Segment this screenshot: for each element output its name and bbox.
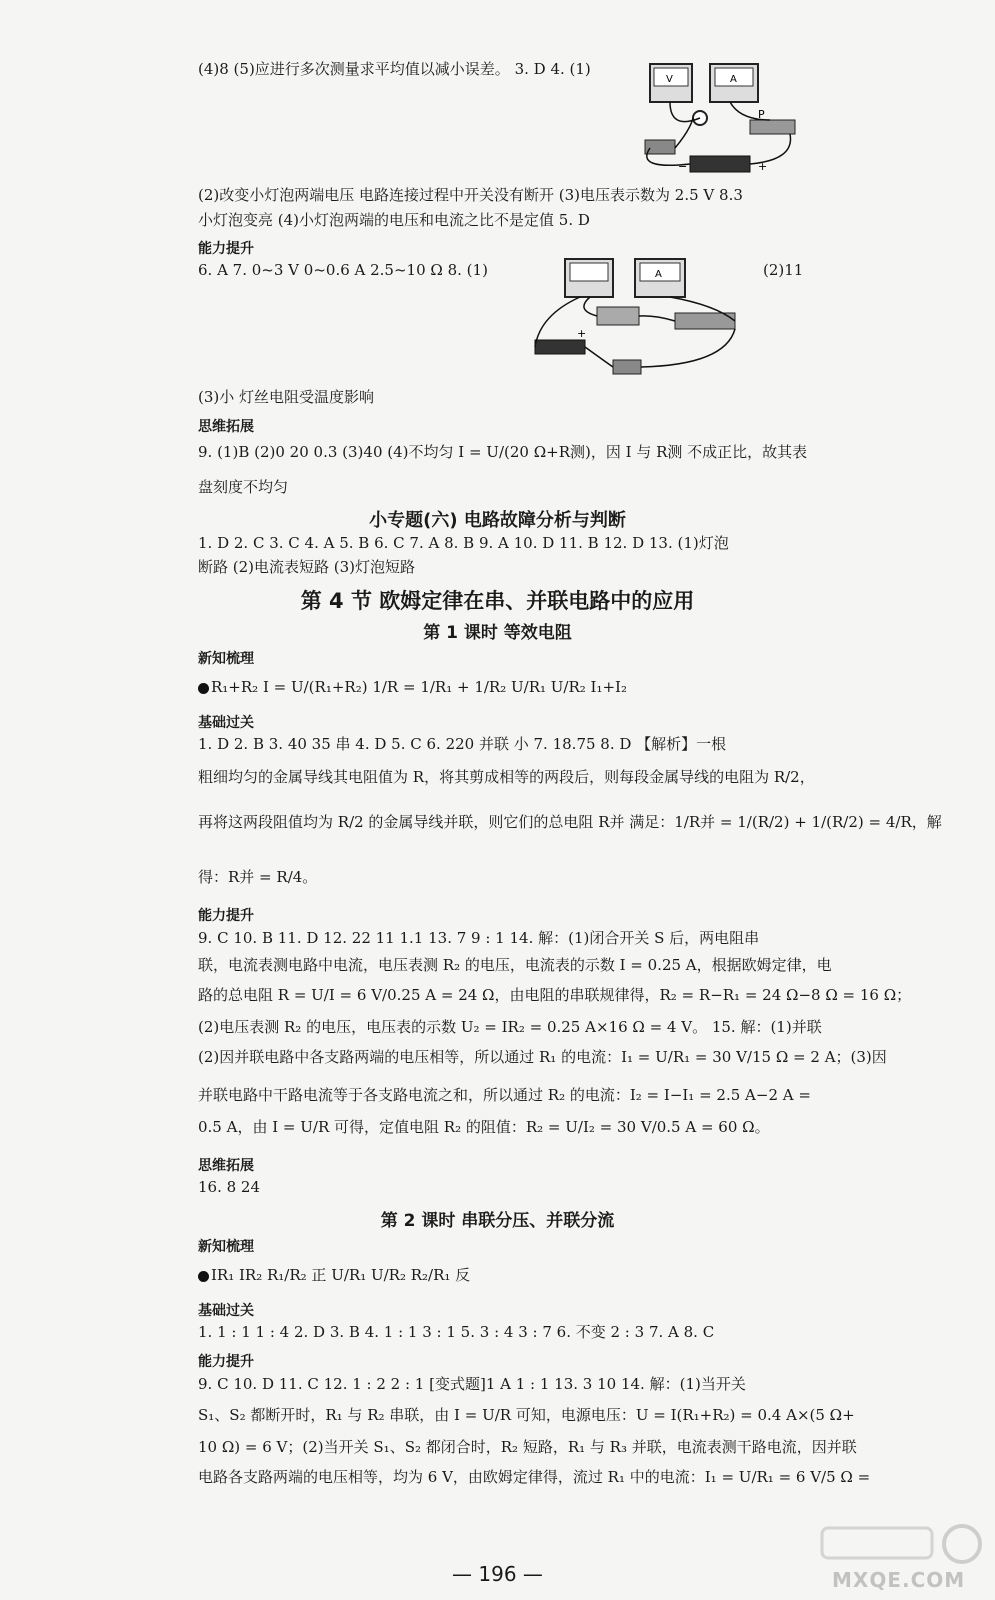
- answer-line: 粗细均匀的金属导线其电阻值为 R，将其剪成相等的两段后，则每段金属导线的电阻为 R/2，: [198, 768, 815, 786]
- section-heading: 能力提升: [198, 908, 254, 924]
- answer-line: 9. C 10. B 11. D 12. 22 11 1.1 13. 7 9 : 1 14. 解：(1)闭合开关 S 后，两电阻串: [198, 929, 760, 947]
- answer-line: 盘刻度不均匀: [198, 478, 289, 496]
- section-heading: 能力提升: [198, 241, 254, 257]
- section-heading: 思维拓展: [198, 419, 254, 435]
- answer-line: 10 Ω) = 6 V；(2)当开关 S₁、S₂ 都闭合时，R₂ 短路，R₁ 与 R₃ 并联，电流表测干路电流，因并联: [198, 1438, 857, 1456]
- section-heading: 能力提升: [198, 1354, 254, 1370]
- answer-line: S₁、S₂ 都断开时，R₁ 与 R₂ 串联，由 I = U/R 可知，电源电压：U = I(R₁+R₂) = 0.4 A×(5 Ω+: [198, 1406, 855, 1424]
- answer-line: [198, 680, 627, 695]
- answer-line: 1. D 2. C 3. C 4. A 5. B 6. C 7. A 8. B 9. A 10. D 11. B 12. D 13. (1)灯泡: [198, 534, 729, 552]
- watermark-text: MXQE.COM: [832, 1568, 966, 1592]
- svg-text:V: V: [666, 74, 673, 85]
- section-heading: 思维拓展: [198, 1158, 254, 1174]
- answer-line: 再将这两段阻值均为 R/2 的金属导线并联，则它们的总电阻 R并 满足：1/R并 = 1/(R/2) + 1/(R/2) = 4/R，解: [198, 813, 942, 831]
- svg-text:+: +: [577, 327, 587, 340]
- answer-line: 断路 (2)电流表短路 (3)灯泡短路: [198, 558, 416, 576]
- page-number: — 196 —: [452, 1562, 543, 1586]
- answer-line: 9. (1)B (2)0 20 0.3 (3)40 (4)不均匀 I = U/(20 Ω+R测)，因 I 与 R测 不成正比，故其表: [198, 443, 808, 461]
- svg-text:+: +: [758, 160, 768, 173]
- answer-text: R₁+R₂ I = U/(R₁+R₂) 1/R = 1/R₁ + 1/R₂ U/R₁ U/R₂ I₁+I₂: [211, 678, 627, 696]
- circuit-diagram-2: [525, 255, 750, 385]
- answer-line: 电路各支路两端的电压相等，均为 6 V，由欧姆定律得，流过 R₁ 中的电流：I₁ = U/R₁ = 6 V/5 Ω =: [198, 1468, 871, 1486]
- bullet-icon: [198, 683, 209, 694]
- answer-line: [198, 1268, 470, 1283]
- circuit-diagram-1: [630, 60, 800, 178]
- answer-line: 并联电路中干路电流等于各支路电流之和，所以通过 R₂ 的电流：I₂ = I−I₁ = 2.5 A−2 A =: [198, 1086, 811, 1104]
- section-title: 第 4 节 欧姆定律在串、并联电路中的应用: [300, 589, 695, 613]
- bullet-icon: [198, 1271, 209, 1282]
- answer-text: IR₁ IR₂ R₁/R₂ 正 U/R₁ U/R₂ R₂/R₁ 反: [211, 1266, 471, 1284]
- answer-line: 得：R并 = R/4。: [198, 868, 318, 886]
- answer-line: (2)改变小灯泡两端电压 电路连接过程中开关没有断开 (3)电压表示数为 2.5 V 8.3: [198, 186, 743, 204]
- answer-line: 小灯泡变亮 (4)小灯泡两端的电压和电流之比不是定值 5. D: [198, 211, 590, 229]
- answer-line: 0.5 A，由 I = U/R 可得，定值电阻 R₂ 的阻值：R₂ = U/I₂ = 30 V/0.5 A = 60 Ω。: [198, 1118, 770, 1136]
- answer-line: 6. A 7. 0~3 V 0~0.6 A 2.5~10 Ω 8. (1): [198, 261, 488, 279]
- lesson-title: 第 2 课时 串联分压、并联分流: [380, 1211, 615, 1231]
- section-heading: 新知梳理: [198, 651, 254, 667]
- answer-line: 路的总电阻 R = U/I = 6 V/0.25 A = 24 Ω，由电阻的串联规律得，R₂ = R−R₁ = 24 Ω−8 Ω = 16 Ω；: [198, 986, 912, 1004]
- watermark-logo: [812, 1520, 987, 1592]
- answer-line: 16. 8 24: [198, 1178, 261, 1196]
- section-heading: 基础过关: [198, 715, 254, 731]
- section-heading: 新知梳理: [198, 1239, 254, 1255]
- svg-text:A: A: [655, 269, 662, 280]
- lesson-title: 第 1 课时 等效电阻: [423, 623, 572, 643]
- section-heading: 基础过关: [198, 1303, 254, 1319]
- special-topic-title: 小专题(六) 电路故障分析与判断: [369, 510, 626, 531]
- answer-line: (2)11: [763, 261, 804, 279]
- svg-text:−: −: [678, 160, 688, 173]
- svg-text:P: P: [758, 108, 765, 121]
- answer-line: 1. 1 : 1 1 : 4 2. D 3. B 4. 1 : 1 3 : 1 5. 3 : 4 3 : 7 6. 不变 2 : 3 7. A 8. C: [198, 1323, 715, 1341]
- answer-line: (4)8 (5)应进行多次测量求平均值以减小误差。 3. D 4. (1): [198, 60, 591, 78]
- answer-line: 联，电流表测电路中电流，电压表测 R₂ 的电压，电流表的示数 I = 0.25 A，根据欧姆定律，电: [198, 956, 832, 974]
- answer-line: (2)因并联电路中各支路两端的电压相等，所以通过 R₁ 的电流：I₁ = U/R₁ = 30 V/15 Ω = 2 A；(3)因: [198, 1048, 887, 1066]
- answer-line: 9. C 10. D 11. C 12. 1 : 2 2 : 1 [变式题]1 A 1 : 1 13. 3 10 14. 解：(1)当开关: [198, 1375, 746, 1393]
- answer-line: 1. D 2. B 3. 40 35 串 4. D 5. C 6. 220 并联 小 7. 18.75 8. D 【解析】一根: [198, 735, 727, 753]
- answer-line: (2)电压表测 R₂ 的电压，电压表的示数 U₂ = IR₂ = 0.25 A×16 Ω = 4 V。 15. 解：(1)并联: [198, 1018, 822, 1036]
- answer-line: (3)小 灯丝电阻受温度影响: [198, 388, 375, 406]
- svg-text:A: A: [730, 74, 737, 85]
